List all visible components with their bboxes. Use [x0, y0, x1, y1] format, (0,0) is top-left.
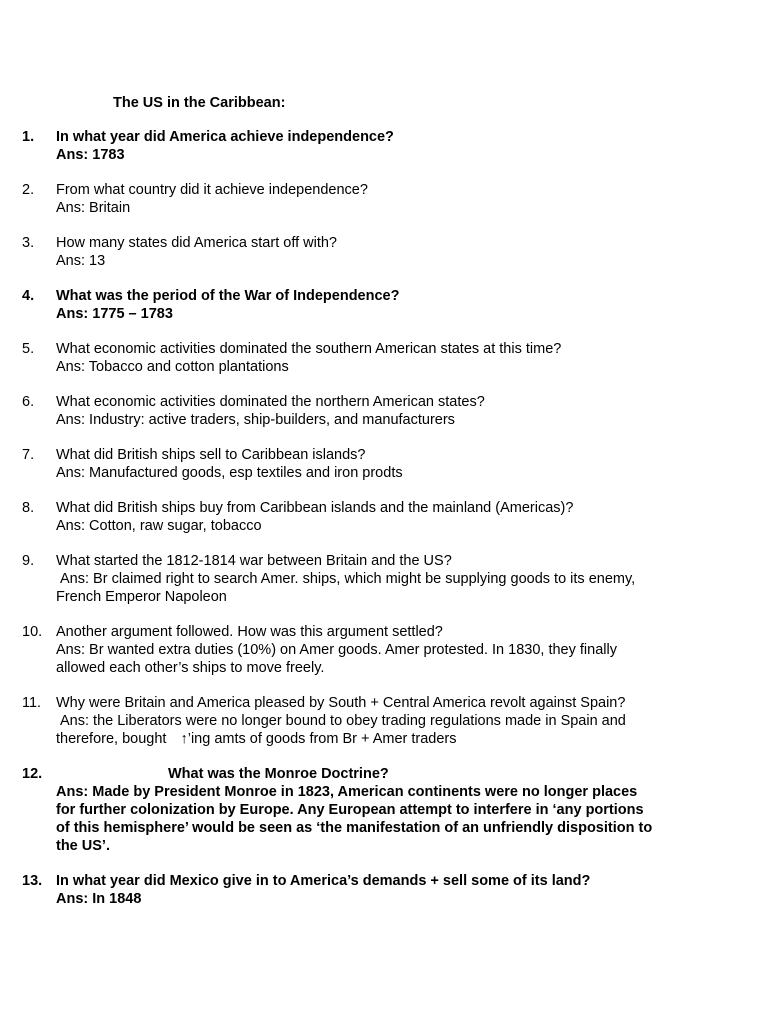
question-text: What did British ships buy from Caribbean islands and the mainland (Americas)? [56, 500, 574, 516]
up-arrow-icon: ↑ [180, 731, 188, 747]
question-text: What economic activities dominated the northern American states? [56, 394, 485, 410]
answer-text: Ans: Br wanted extra duties (10%) on Amer goods. Amer protested. In 1830, they finally allowed each other’s ships to move freely. [56, 642, 617, 676]
question-item-1 [0, 128, 768, 164]
answer-text: Ans: Britain [56, 200, 131, 216]
answer-text: Ans: Manufactured goods, esp textiles and iron prodts [56, 465, 403, 481]
question-text: What started the 1812-1814 war between Britain and the US? [56, 553, 452, 569]
question-text: From what country did it achieve independence? [56, 182, 368, 198]
answer-text [56, 712, 656, 748]
question-item-3 [0, 234, 768, 270]
question-item-4 [0, 287, 768, 323]
question-text: In what year did America achieve independence? [56, 129, 394, 145]
item-number: 2. [22, 182, 35, 198]
answer-text: Ans: Cotton, raw sugar, tobacco [56, 518, 262, 534]
answer-text: Ans: 13 [56, 253, 106, 269]
answer-text: Ans: Br claimed right to search Amer. ships, which might be supplying goods to its enemy, French Emperor Napoleon [56, 571, 636, 605]
item-number: 8. [22, 500, 35, 516]
item-number: 4. [22, 288, 35, 304]
item-number: 11. [22, 695, 42, 711]
question-text: Why were Britain and America pleased by South + Central America revolt against Spain? [56, 695, 626, 711]
question-list [0, 128, 768, 925]
answer-text: Ans: 1775 – 1783 [56, 306, 173, 322]
question-text: What was the period of the War of Independence? [56, 288, 400, 304]
item-number: 5. [22, 341, 35, 357]
item-number: 12. [22, 766, 43, 782]
question-item-10 [0, 623, 768, 677]
answer-text-part-2: ’ing amts of goods from Br + Amer traders [187, 731, 457, 747]
question-item-9 [0, 552, 768, 606]
answer-text: Ans: 1783 [56, 147, 125, 163]
document-title: The US in the Caribbean: [113, 95, 286, 111]
answer-text: Ans: Made by President Monroe in 1823, American continents were no longer places for further colonization by Europe. Any European attempt to interfere in ‘any portions of this hemisphere’ would be seen as ‘the manifestation of an unfriendly disposition to the US’. [56, 784, 653, 854]
question-text: How many states did America start off with? [56, 235, 337, 251]
answer-text: Ans: Industry: active traders, ship-builders, and manufacturers [56, 412, 455, 428]
question-item-2 [0, 181, 768, 217]
item-number: 10. [22, 624, 43, 640]
answer-text: Ans: Tobacco and cotton plantations [56, 359, 289, 375]
item-number: 13. [22, 873, 43, 889]
question-item-12 [0, 765, 768, 855]
question-text: What did British ships sell to Caribbean islands? [56, 447, 366, 463]
answer-text: Ans: In 1848 [56, 891, 142, 907]
item-number: 3. [22, 235, 35, 251]
question-text: What economic activities dominated the southern American states at this time? [56, 341, 562, 357]
question-text: In what year did Mexico give in to America’s demands + sell some of its land? [56, 873, 591, 889]
item-number: 6. [22, 394, 35, 410]
answer-text-part-1: Ans: the Liberators were no longer bound to obey trading regulations made in Spain and therefore, bought [56, 713, 626, 747]
question-item-8 [0, 499, 768, 535]
item-number: 7. [22, 447, 35, 463]
item-number: 1. [22, 129, 35, 145]
question-text: What was the Monroe Doctrine? [168, 766, 389, 782]
item-number: 9. [22, 553, 35, 569]
question-text: Another argument followed. How was this argument settled? [56, 624, 443, 640]
question-item-6 [0, 393, 768, 429]
question-item-7 [0, 446, 768, 482]
question-item-5 [0, 340, 768, 376]
question-item-13 [0, 872, 768, 908]
question-item-11 [0, 694, 768, 748]
